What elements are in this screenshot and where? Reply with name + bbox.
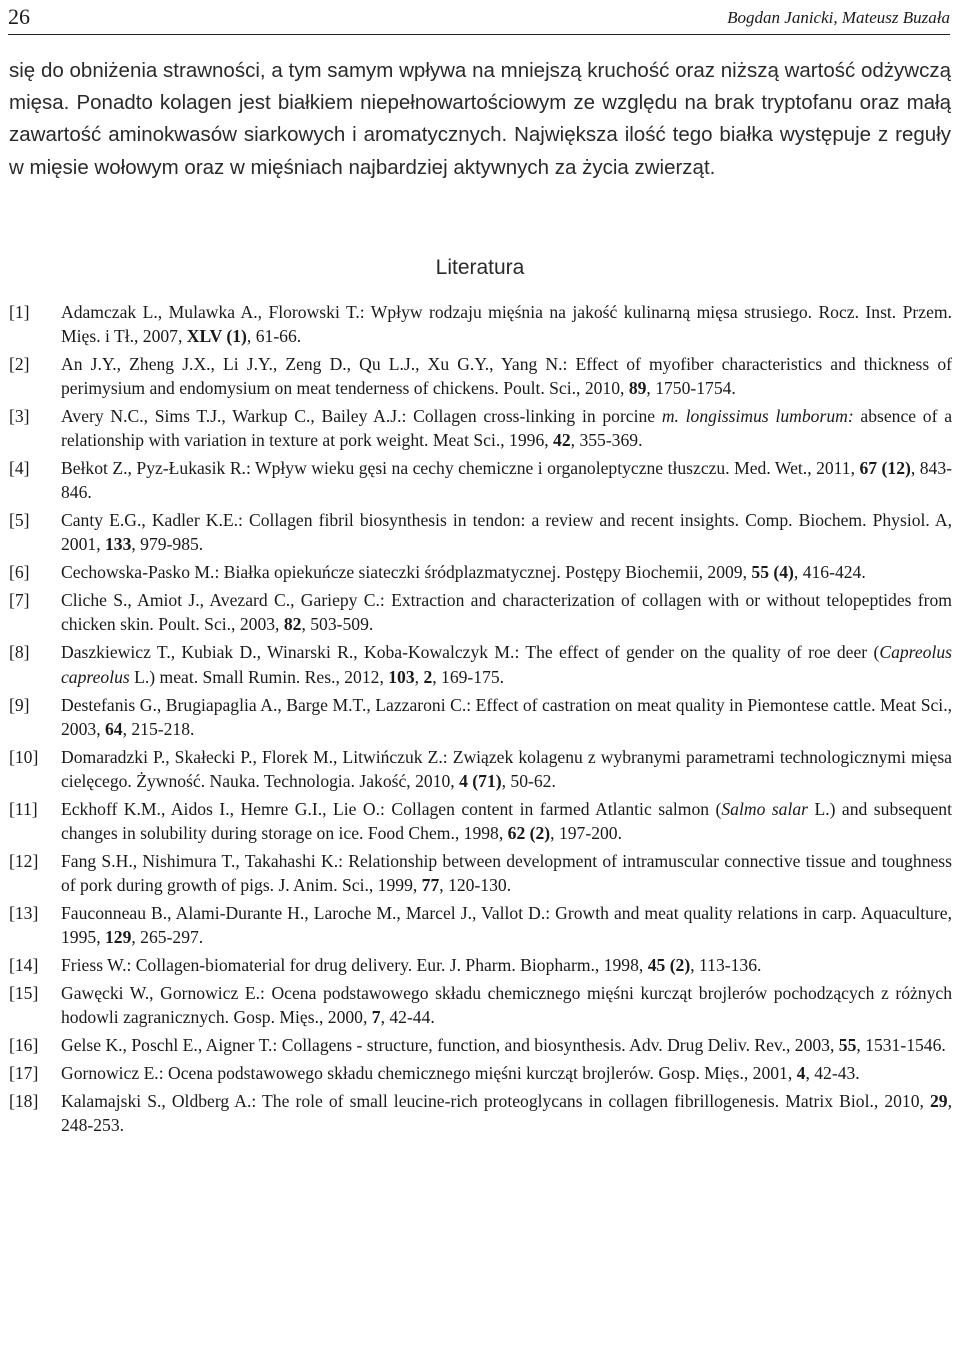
reference-number: [10]: [9, 746, 39, 767]
reference-segment: 67 (12): [859, 458, 911, 479]
reference-number: [12]: [9, 850, 39, 871]
reference-segment: L.) and subsequent changes in solubility during storage on ice. Food Chem., 1998,: [61, 798, 952, 843]
reference-text: [61, 1061, 952, 1085]
reference-text: [61, 640, 952, 688]
reference-segment: An J.Y., Zheng J.X., Li J.Y., Zeng D., Qu L.J., Xu G.Y., Yang N.: Effect of myofiber characteristics and thickness of perimysium and endomysium on meat tenderness of chickens. Poult. Sci., 2010,: [61, 354, 952, 399]
reference-text: [61, 849, 952, 897]
reference-text: [61, 404, 952, 452]
reference-number: [13]: [9, 902, 39, 923]
reference-number: [7]: [9, 590, 30, 611]
reference-item: [9, 404, 952, 452]
reference-segment: Adamczak L., Mulawka A., Florowski T.: Wpływ rodzaju mięśnia na jakość kulinarną mięsa strusiego. Rocz. Inst. Przem. Mięs. i Tł., 2007,: [61, 302, 952, 347]
reference-segment: , 1531-1546.: [856, 1034, 946, 1055]
reference-item: [9, 456, 952, 504]
reference-segment: , 50-62.: [501, 770, 556, 791]
reference-number: [6]: [9, 562, 30, 583]
reference-segment: 55: [838, 1034, 857, 1055]
reference-segment: Bełkot Z., Pyz-Łukasik R.: Wpływ wieku gęsi na cechy chemiczne i organoleptyczne tłuszczu. Med. Wet., 2011,: [61, 458, 860, 479]
reference-segment: , 215-218.: [122, 718, 195, 739]
reference-segment: Gornowicz E.: Ocena podstawowego składu chemicznego mięśni kurcząt brojlerów. Gosp. Mięs., 2001,: [61, 1062, 797, 1083]
reference-number: [2]: [9, 354, 30, 375]
reference-segment: 62 (2): [507, 822, 551, 843]
reference-segment: Daszkiewicz T., Kubiak D., Winarski R., Koba-Kowalczyk M.: The effect of gender on the quality of roe deer (: [61, 642, 880, 663]
reference-item: [9, 352, 952, 400]
reference-segment: 103: [388, 666, 415, 687]
reference-segment: Avery N.C., Sims T.J., Warkup C., Bailey A.J.: Collagen cross-linking in porcine: [61, 406, 662, 427]
reference-number: [5]: [9, 510, 30, 531]
page-number: 26: [8, 4, 30, 29]
reference-text: [61, 456, 952, 504]
reference-item: [9, 953, 952, 977]
reference-segment: Cechowska-Pasko M.: Białka opiekuńcze siateczki śródplazmatycznej. Postępy Biochemii, 2009,: [61, 562, 752, 583]
reference-number: [17]: [9, 1062, 39, 1083]
reference-segment: Kalamajski S., Oldberg A.: The role of small leucine-rich proteoglycans in collagen fibrillogenesis. Matrix Biol., 2010,: [61, 1090, 930, 1111]
reference-segment: 133: [104, 534, 132, 555]
reference-item: [9, 508, 952, 556]
reference-text: [61, 901, 952, 949]
reference-text: [61, 1089, 952, 1137]
reference-segment: Gawęcki W., Gornowicz E.: Ocena podstawowego składu chemicznego mięśni kurcząt brojlerów pochodzących z różnych hodowli zagranicznych. Gosp. Mięs., 2000,: [61, 982, 952, 1027]
reference-text: [61, 797, 952, 845]
reference-number: [11]: [9, 798, 38, 819]
literature-heading: Literatura: [435, 256, 525, 279]
reference-item: [9, 560, 952, 584]
reference-segment: ,: [414, 666, 424, 687]
reference-segment: , 248-253.: [61, 1090, 952, 1136]
reference-segment: 55 (4): [751, 562, 794, 583]
reference-text: [61, 981, 952, 1029]
reference-segment: 129: [104, 926, 132, 947]
reference-text: [61, 508, 952, 556]
reference-item: [9, 901, 952, 949]
reference-text: [61, 560, 952, 584]
reference-segment: 2: [423, 666, 433, 687]
reference-list: [9, 300, 952, 1137]
reference-segment: , 355-369.: [570, 430, 643, 451]
reference-number: [18]: [9, 1090, 39, 1111]
reference-segment: 64: [104, 718, 123, 739]
reference-segment: 42: [553, 430, 571, 451]
reference-segment: 89: [628, 378, 647, 399]
reference-number: [3]: [9, 406, 30, 427]
reference-segment: , 120-130.: [439, 874, 512, 895]
reference-item: [9, 1033, 952, 1057]
reference-item: [9, 693, 952, 741]
reference-segment: , 169-175.: [432, 666, 505, 687]
reference-segment: , 197-200.: [550, 822, 622, 843]
reference-text: [61, 1033, 952, 1057]
reference-segment: Cliche S., Amiot J., Avezard C., Gariepy C.: Extraction and characterization of collagen with or without telopeptides from chicken skin. Poult. Sci., 2003,: [61, 590, 952, 635]
reference-segment: 4: [796, 1062, 806, 1083]
reference-segment: XLV (1): [186, 326, 247, 347]
body-paragraph: się do obniżenia strawności, a tym samym wpływa na mniejszą kruchość oraz niższą wartość odżywczą mięsa. Ponadto kolagen jest białkiem niepełnowartościowym ze względu na brak tryptofanu oraz małą zawartość aminokwasów siarkowych i aromatycznych. Największa ilość tego białka występuje z reguły w mięsie wołowym oraz w mięśniach najbardziej aktywnych za życia zwierząt.: [9, 59, 951, 179]
reference-segment: Canty E.G., Kadler K.E.: Collagen fibril biosynthesis in tendon: a review and recent insights. Comp. Biochem. Physiol. A, 2001,: [61, 510, 952, 555]
reference-item: [9, 745, 952, 793]
reference-text: [61, 745, 952, 793]
reference-segment: , 42-44.: [380, 1007, 435, 1027]
reference-segment: Gelse K., Poschl E., Aigner T.: Collagens - structure, function, and biosynthesis. Adv. Drug Deliv. Rev., 2003,: [61, 1034, 839, 1055]
running-title: Bogdan Janicki, Mateusz Buzała: [727, 8, 950, 27]
reference-item: [9, 1089, 952, 1137]
reference-segment: 7: [371, 1007, 381, 1027]
page-header: [8, 4, 950, 35]
reference-number: [4]: [9, 458, 30, 479]
reference-item: [9, 1061, 952, 1085]
reference-segment: , 113-136.: [690, 954, 762, 975]
reference-segment: L.) meat. Small Rumin. Res., 2012,: [129, 666, 389, 687]
reference-item: [9, 981, 952, 1029]
reference-item: [9, 640, 952, 688]
reference-number: [16]: [9, 1034, 39, 1055]
reference-segment: Salmo salar: [721, 798, 808, 819]
reference-number: [1]: [9, 302, 30, 322]
reference-segment: Friess W.: Collagen-biomaterial for drug delivery. Eur. J. Pharm. Biopharm., 1998,: [61, 954, 648, 975]
reference-segment: Domaradzki P., Skałecki P., Florek M., Litwińczuk Z.: Związek kolagenu z wybranymi parametrami technologicznymi mięsa cielęcego. Żywność. Nauka. Technologia. Jakość, 2010,: [61, 746, 952, 791]
reference-segment: Eckhoff K.M., Aidos I., Hemre G.I., Lie O.: Collagen content in farmed Atlantic salmon (: [61, 798, 722, 819]
reference-segment: m. longissimus lumborum:: [661, 406, 854, 427]
reference-segment: Fang S.H., Nishimura T., Takahashi K.: Relationship between development of intramuscular connective tissue and toughness of pork during growth of pigs. J. Anim. Sci., 1999,: [61, 850, 952, 895]
reference-segment: 82: [283, 614, 302, 635]
reference-segment: Capreolus capreolus: [61, 642, 952, 687]
reference-segment: Fauconneau B., Alami-Durante H., Laroche M., Marcel J., Vallot D.: Growth and meat quality relations in carp. Aquaculture, 1995,: [61, 902, 952, 947]
reference-item: [9, 300, 952, 348]
reference-item: [9, 849, 952, 897]
reference-segment: 29: [930, 1090, 948, 1111]
reference-segment: , 42-43.: [805, 1062, 860, 1083]
reference-number: [14]: [9, 954, 39, 975]
reference-segment: 45 (2): [647, 954, 691, 975]
reference-item: [9, 588, 952, 636]
reference-segment: absence of a relationship with variation in texture at pork weight. Meat Sci., 1996,: [61, 406, 952, 451]
reference-text: [61, 300, 952, 348]
reference-segment: Destefanis G., Brugiapaglia A., Barge M.T., Lazzaroni C.: Effect of castration on meat quality in Piemontese cattle. Meat Sci., 2003,: [61, 694, 952, 739]
reference-text: [61, 352, 952, 400]
reference-segment: , 61-66.: [246, 326, 302, 347]
reference-number: [9]: [9, 694, 30, 715]
reference-number: [15]: [9, 982, 39, 1003]
reference-segment: , 843-846.: [61, 458, 952, 503]
reference-item: [9, 797, 952, 845]
reference-text: [61, 693, 952, 741]
reference-text: [61, 588, 952, 636]
reference-segment: , 1750-1754.: [646, 378, 736, 399]
reference-number: [8]: [9, 642, 30, 663]
reference-segment: , 416-424.: [793, 562, 866, 583]
reference-segment: , 503-509.: [301, 614, 374, 635]
reference-segment: , 265-297.: [131, 926, 204, 947]
reference-segment: 77: [421, 874, 440, 895]
reference-text: [61, 953, 952, 977]
reference-segment: , 979-985.: [131, 534, 204, 555]
reference-segment: 4 (71): [459, 770, 502, 791]
